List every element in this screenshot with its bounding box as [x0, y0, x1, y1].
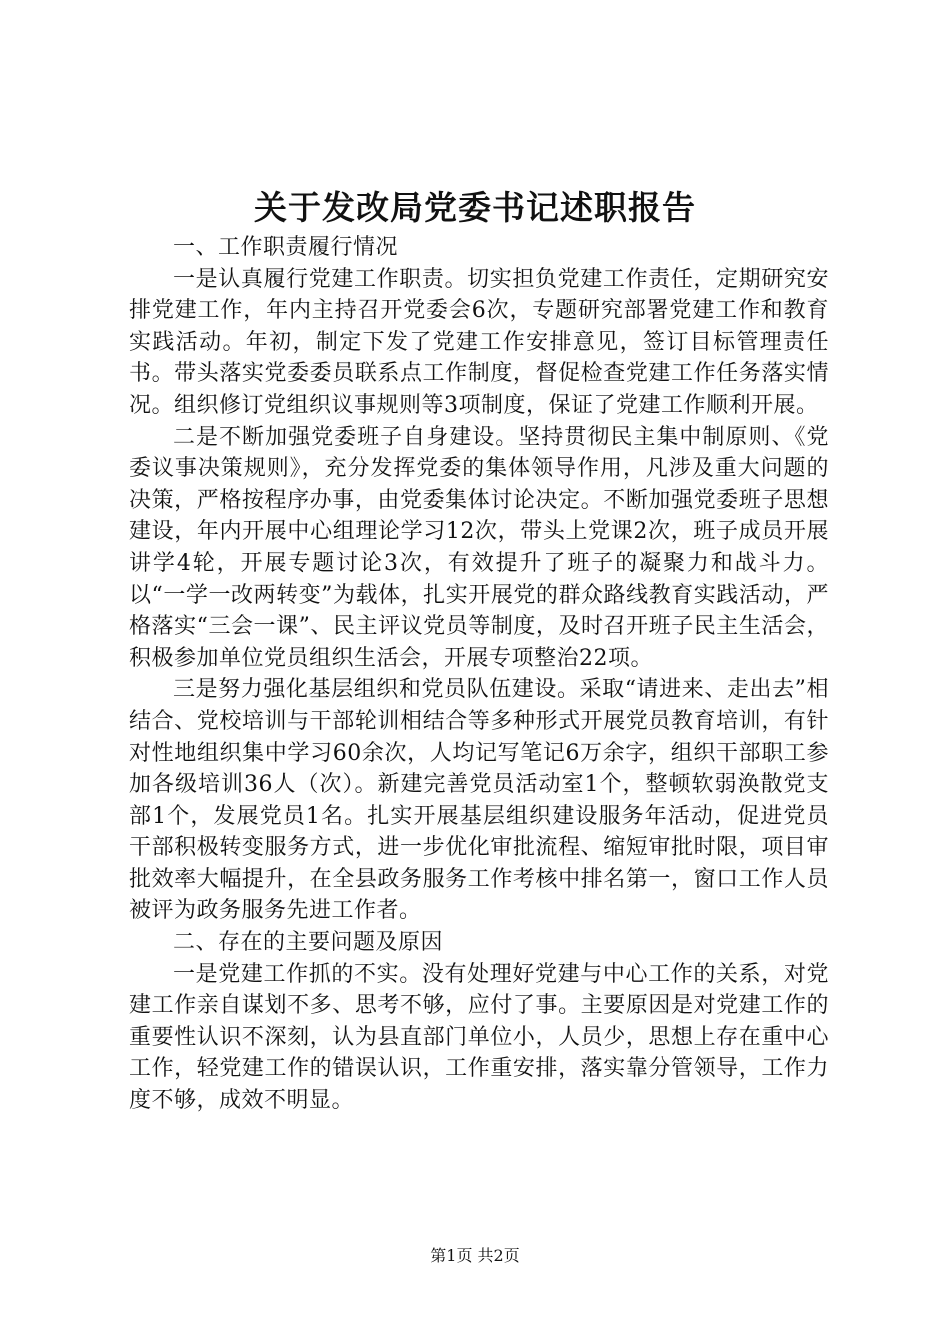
paragraph-2: 二是不断加强党委班子自身建设。坚持贯彻民主集中制原则、《党委议事决策规则》，充分发挥党委的集体领导作用，凡涉及重大问题的决策，严格按程序办事，由党委集体讨论决定。不断加强党委班子思想建设，年内开展中心组理论学习12次，带头上党课2次，班子成员开展讲学4轮，开展专题讨论3次，有效提升了班子的凝聚力和战斗力。以“一学一改两转变”为载体，扎实开展党的群众路线教育实践活动，严格落实“三会一课”、民主评议党员等制度，及时召开班子民主生活会，积极参加单位党员组织生活会，开展专项整治22项。	[129, 424, 829, 671]
document-title: 关于发改局党委书记述职报告	[254, 188, 696, 227]
page-footer: 第1页 共2页	[430, 1246, 520, 1265]
section-heading-2: 二、存在的主要问题及原因	[173, 930, 444, 956]
paragraph-1: 一是认真履行党建工作职责。切实担负党建工作责任，定期研究安排党建工作，年内主持召开党委会6次，专题研究部署党建工作和教育实践活动。年初，制定下发了党建工作安排意见，签订目标管理责任书。带头落实党委委员联系点工作制度，督促检查党建工作任务落实情况。组织修订党组织议事规则等3项制度，保证了党建工作顺利开展。	[129, 266, 829, 418]
paragraph-3: 三是努力强化基层组织和党员队伍建设。采取“请进来、走出去”相结合、党校培训与干部轮训相结合等多种形式开展党员教育培训，有针对性地组织集中学习60余次，人均记写笔记6万余字，组织干部职工参加各级培训36人（次）。新建完善党员活动室1个，整顿软弱涣散党支部1个，发展党员1名。扎实开展基层组织建设服务年活动，促进党员干部积极转变服务方式，进一步优化审批流程、缩短审批时限，项目审批效率大幅提升，在全县政务服务工作考核中排名第一，窗口工作人员被评为政务服务先进工作者。	[129, 677, 829, 924]
paragraph-4: 一是党建工作抓的不实。没有处理好党建与中心工作的关系，对党建工作亲自谋划不多、思考不够，应付了事。主要原因是对党建工作的重要性认识不深刻，认为县直部门单位小，人员少，思想上存在重中心工作，轻党建工作的错误认识，工作重安排，落实靠分管领导，工作力度不够，成效不明显。	[129, 961, 829, 1114]
section-heading-1: 一、工作职责履行情况	[173, 235, 399, 260]
document-body	[129, 232, 829, 1117]
